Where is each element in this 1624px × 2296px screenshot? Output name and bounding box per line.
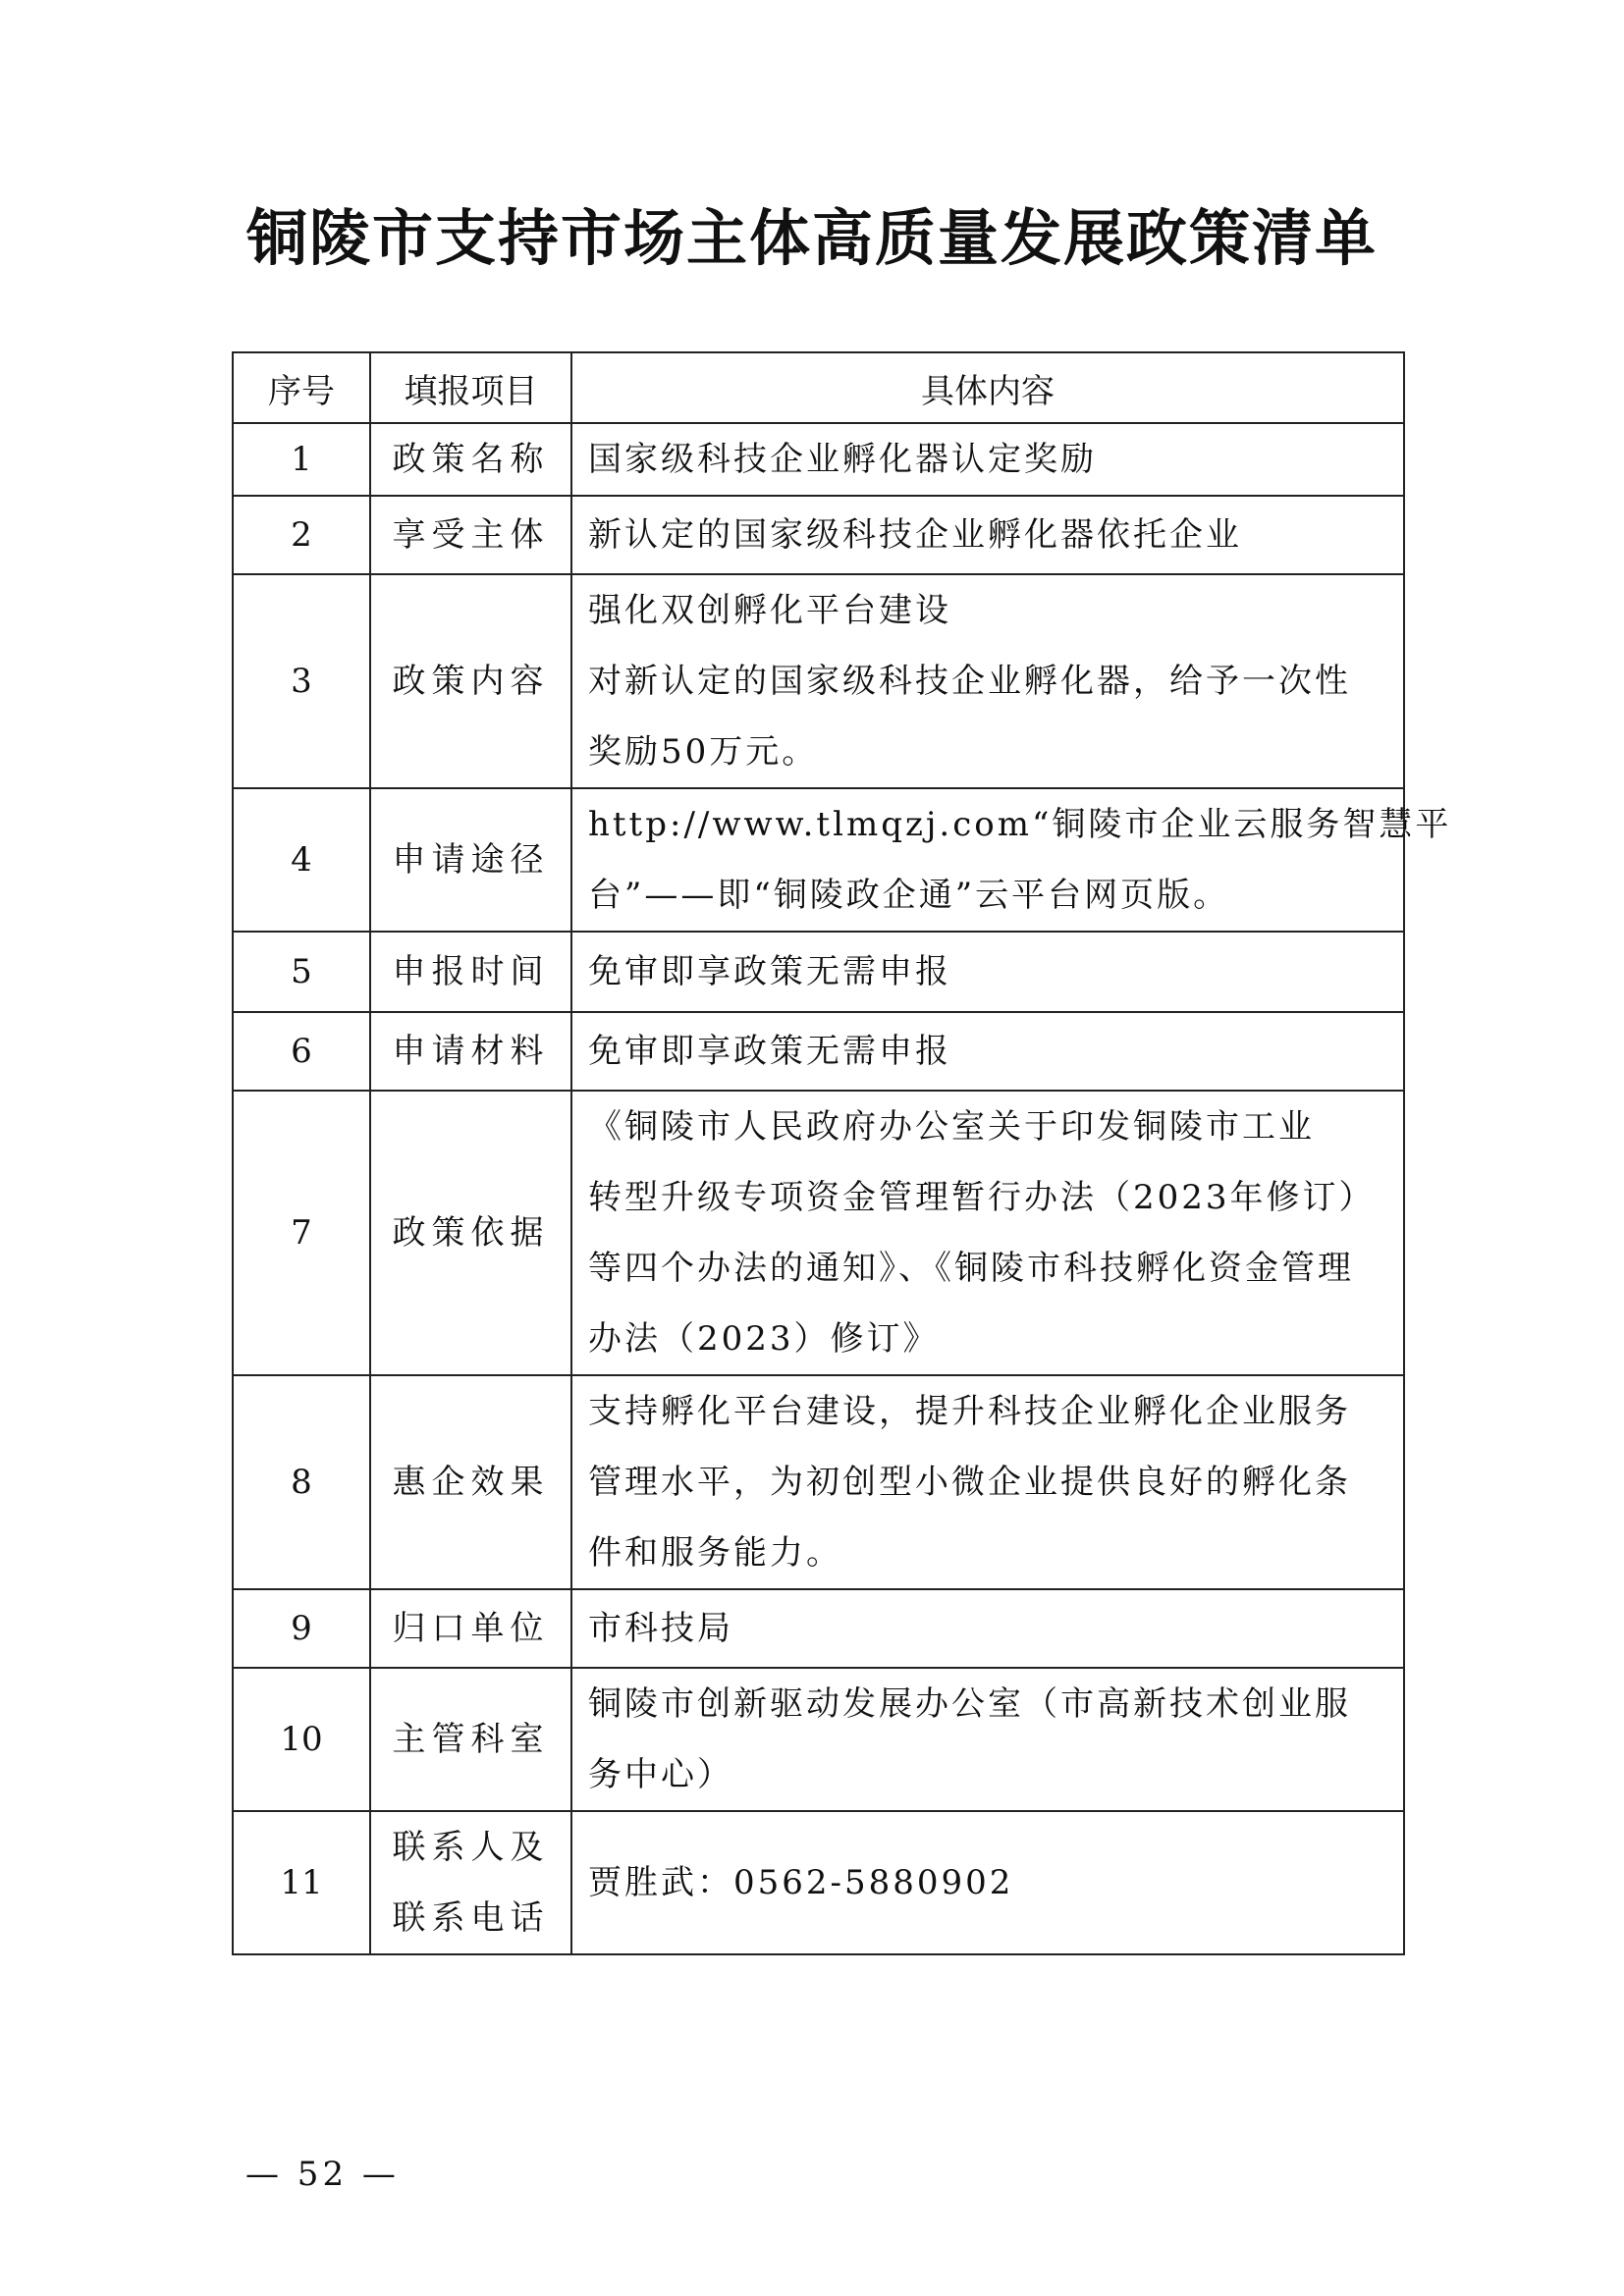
row-item-line: 归口单位 [392, 1609, 550, 1648]
table-row [233, 1375, 1404, 1589]
row-content [571, 423, 1404, 496]
table-row [233, 1811, 1404, 1954]
header-item: 填报项目 [370, 352, 571, 423]
row-item-line: 政策依据 [392, 1213, 550, 1253]
row-content [571, 496, 1404, 574]
row-item-label [370, 496, 571, 574]
row-item-line: 享受主体 [392, 515, 550, 555]
row-item-label [370, 932, 571, 1012]
row-content [571, 932, 1404, 1012]
row-serial-number: 5 [233, 932, 370, 1012]
row-content-line: 支持孵化平台建设，提升科技企业孵化企业服务 [588, 1392, 1351, 1431]
page-title: 铜陵市支持市场主体高质量发展政策清单 [245, 202, 1378, 274]
row-serial-number: 7 [233, 1091, 370, 1375]
row-item-label [370, 1811, 571, 1954]
row-item-line: 惠企效果 [392, 1463, 550, 1502]
row-item-line: 申请途径 [392, 840, 550, 880]
row-content-line: 贾胜武：0562-5880902 [588, 1863, 1014, 1902]
row-content-line: 强化双创孵化平台建设 [588, 591, 951, 630]
row-item-line: 申报时间 [392, 952, 550, 991]
row-content [571, 1589, 1404, 1668]
row-serial-number: 3 [233, 574, 370, 788]
table-row [233, 1091, 1404, 1375]
row-content-line: 免审即享政策无需申报 [588, 952, 951, 991]
row-serial-number: 1 [233, 423, 370, 496]
row-serial-number: 11 [233, 1811, 370, 1954]
row-serial-number: 6 [233, 1012, 370, 1091]
row-content [571, 788, 1452, 932]
row-content-line: 《铜陵市人民政府办公室关于印发铜陵市工业 [588, 1107, 1315, 1147]
row-content [571, 574, 1404, 788]
row-item-line: 政策内容 [392, 662, 550, 701]
header-content: 具体内容 [571, 352, 1404, 423]
table-row [233, 496, 1404, 574]
row-item-label [370, 423, 571, 496]
row-content-line: 免审即享政策无需申报 [588, 1032, 951, 1071]
row-serial-number: 9 [233, 1589, 370, 1668]
row-content [571, 1091, 1404, 1375]
row-item-line: 联系电话 [392, 1898, 550, 1938]
row-content-line: 等四个办法的通知》、《铜陵市科技孵化资金管理 [588, 1249, 1354, 1288]
table-row [233, 788, 1404, 932]
row-content-line: 市科技局 [588, 1609, 733, 1648]
row-content-line: 奖励50万元。 [588, 732, 819, 772]
table-row [233, 1668, 1404, 1811]
row-item-label [370, 1091, 571, 1375]
row-content-line: 转型升级专项资金管理暂行办法（2023年修订） [588, 1178, 1376, 1217]
table-row [233, 574, 1404, 788]
row-content-line: 国家级科技企业孵化器认定奖励 [588, 440, 1097, 479]
row-content-line: 新认定的国家级科技企业孵化器依托企业 [588, 515, 1242, 555]
row-item-label [370, 1668, 571, 1811]
row-item-label [370, 1375, 571, 1589]
row-item-label [370, 788, 571, 932]
row-item-label [370, 1012, 571, 1091]
row-content-line: http://www.tlmqzj.com“铜陵市企业云服务智慧平 [588, 805, 1452, 844]
table-row [233, 1012, 1404, 1091]
row-content [571, 1012, 1404, 1091]
table-row [233, 423, 1404, 496]
row-item-line: 申请材料 [392, 1032, 550, 1071]
row-content [571, 1375, 1404, 1589]
table-body [233, 423, 1452, 1954]
policy-table [232, 351, 1452, 1955]
table-header-row [233, 352, 1404, 423]
row-item-line: 政策名称 [392, 440, 550, 479]
row-content-line: 台”——即“铜陵政企通”云平台网页版。 [588, 876, 1230, 915]
row-content-line: 办法（2023）修订》 [588, 1319, 940, 1359]
row-content-line: 铜陵市创新驱动发展办公室（市高新技术创业服 [588, 1684, 1351, 1724]
row-content-line: 管理水平，为初创型小微企业提供良好的孵化条 [588, 1463, 1351, 1502]
row-content-line: 务中心） [588, 1755, 733, 1794]
table-row [233, 1589, 1404, 1668]
page-number: — 52 — [245, 2155, 400, 2194]
row-serial-number: 2 [233, 496, 370, 574]
row-serial-number: 10 [233, 1668, 370, 1811]
row-content-line: 件和服务能力。 [588, 1533, 842, 1573]
row-serial-number: 4 [233, 788, 370, 932]
table-row [233, 932, 1404, 1012]
row-content [571, 1668, 1404, 1811]
row-item-label [370, 574, 571, 788]
row-content [571, 1811, 1404, 1954]
row-item-line: 主管科室 [392, 1720, 550, 1759]
header-serial-number: 序号 [233, 352, 370, 423]
row-serial-number: 8 [233, 1375, 370, 1589]
row-content-line: 对新认定的国家级科技企业孵化器，给予一次性 [588, 662, 1351, 701]
row-item-line: 联系人及 [392, 1828, 550, 1867]
row-item-label [370, 1589, 571, 1668]
